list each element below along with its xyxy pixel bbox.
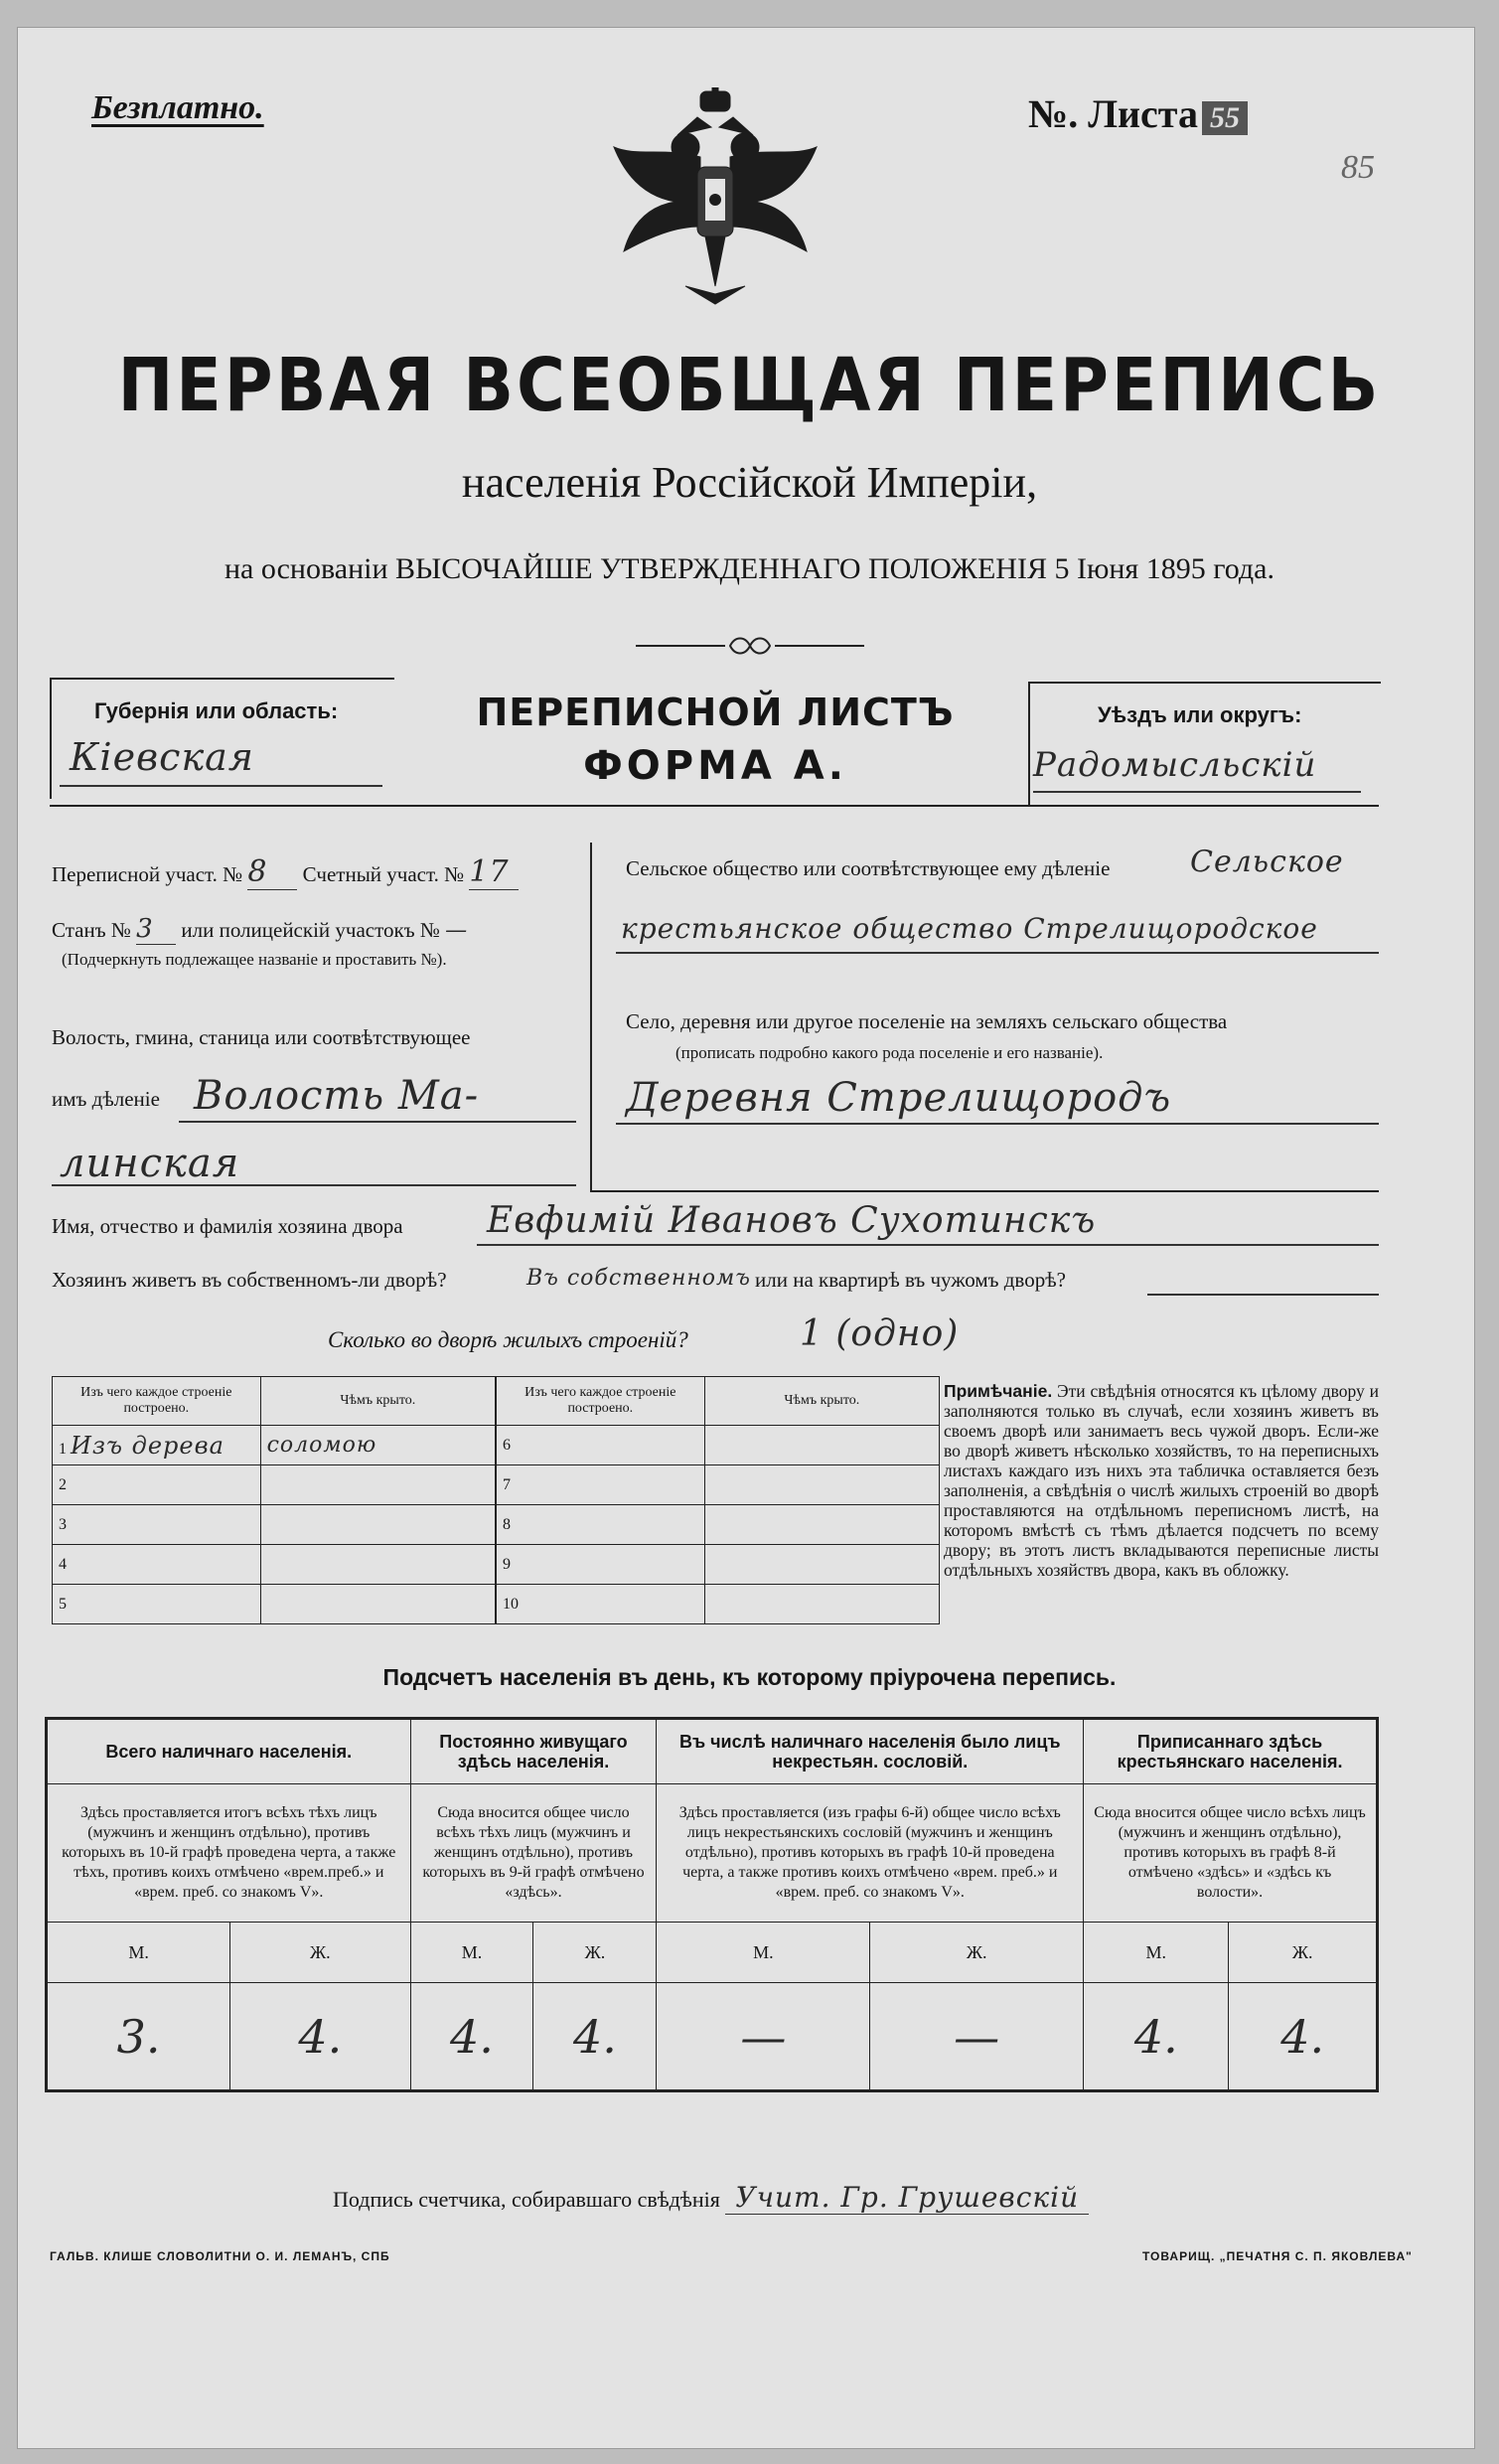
row-number: 9: [503, 1555, 511, 1573]
buildings-table-right: [496, 1376, 940, 1624]
registered-female-value: 4.: [1229, 1983, 1378, 2091]
form-title: ПЕРЕПИСНОЙ ЛИСТЪ: [476, 691, 955, 734]
owner-name-label: Имя, отчество и фамилія хозяина двора: [52, 1214, 403, 1238]
material-value: Изъ дерева: [71, 1431, 225, 1460]
form-subtitle: ФОРМА А.: [583, 743, 847, 789]
row-number: 5: [59, 1595, 67, 1613]
table-row: [497, 1426, 940, 1465]
signature-label: Подпись счетчика, собиравшаго свѣдѣнія: [333, 2187, 720, 2212]
note-title: Примѣчаніе.: [944, 1381, 1053, 1401]
police-label: или полицейскій участокъ №: [181, 918, 440, 942]
row-number: 2: [59, 1475, 67, 1493]
roof-value: соломою: [260, 1426, 495, 1465]
archive-page-number: 85: [1341, 149, 1375, 186]
roof-value: [704, 1585, 939, 1624]
volost-value-1: Волость Ма-: [194, 1073, 480, 1119]
stan-field: [52, 914, 505, 945]
female-label: Ж.: [870, 1923, 1084, 1983]
row-number: 4: [59, 1555, 67, 1573]
row-number: 1: [59, 1440, 67, 1458]
count-header-total: Всего наличнаго населенія.: [47, 1719, 411, 1784]
roof-value: [260, 1465, 495, 1505]
roof-value: [704, 1426, 939, 1465]
note-text: Эти свѣдѣнія относятся къ цѣлому двору и заполняются только въ случаѣ, если хозяинъ живетъ въ своемъ дворѣ или занимаетъ весь чужой дворъ. Если-же во дворѣ живетъ нѣсколько хозяйствъ, то на переписныхъ листахъ каждаго изъ нихъ эта табличка оставляется безъ заполненія, а свѣдѣнія о числѣ жилыхъ строеній во дворѣ проставляются на отдѣльномъ переписномъ листѣ, на которомъ вмѣстѣ съ тѣмъ дѣлается подсчетъ по всему двору; въ этотъ листъ вкладываются переписные листы отдѣльныхъ хозяйствъ двора, какъ въ обложку.: [944, 1381, 1379, 1580]
society-value-2: крестьянское общество Стрелищородское: [621, 912, 1318, 945]
male-label: М.: [410, 1923, 533, 1983]
buildings-label: Сколько во дворѣ жилыхъ строеній?: [328, 1327, 688, 1352]
row-number: 8: [503, 1515, 511, 1533]
province-value: Кіевская: [70, 735, 254, 779]
police-value: —: [445, 918, 469, 943]
roof-header: Чѣмъ крыто.: [704, 1377, 939, 1426]
roof-header: Чѣмъ крыто.: [260, 1377, 495, 1426]
village-line: [616, 1123, 1379, 1125]
non-peasant-female-value: —: [870, 1983, 1084, 2091]
district-line: [1033, 791, 1361, 793]
row-number: 7: [503, 1475, 511, 1493]
count-area-label: Счетный участ. №: [302, 862, 465, 886]
lives-label: Хозяинъ живетъ въ собственномъ-ли дворѣ?: [52, 1268, 447, 1292]
district-frame: [1028, 682, 1381, 805]
female-label: Ж.: [230, 1923, 410, 1983]
lives-line: [1147, 1294, 1379, 1296]
sheet-number-value: 55: [1202, 101, 1248, 135]
total-female-value: 4.: [230, 1983, 410, 2091]
roof-value: [704, 1465, 939, 1505]
table-row: [53, 1426, 496, 1465]
count-header-non-peasant: Въ числѣ наличнаго населенія было лицъ некрестьян. сословій.: [657, 1719, 1084, 1784]
row-number: 10: [503, 1595, 519, 1613]
district-value: Радомысльскій: [1033, 745, 1317, 785]
ornament-divider: [636, 636, 864, 656]
owner-name-value: Евфимій Ивановъ Сухотинскъ: [487, 1200, 1097, 1241]
count-title: Подсчетъ населенія въ день, къ которому пріурочена перепись.: [382, 1664, 1117, 1690]
volost-label: Волость, гмина, станица или соотвѣтствующее: [52, 1025, 471, 1049]
count-header-registered: Приписаннаго здѣсь крестьянскаго населенія.: [1084, 1719, 1378, 1784]
roof-value: [704, 1505, 939, 1545]
roof-value: [260, 1545, 495, 1585]
section-rule: [590, 1190, 1379, 1192]
owner-name-line: [477, 1244, 1379, 1246]
material-header: Изъ чего каждое строеніе построено.: [53, 1377, 261, 1426]
buildings-table-left: [52, 1376, 496, 1624]
district-label: Уѣздъ или округъ:: [1098, 702, 1302, 727]
count-desc-non-peasant: Здѣсь проставляется (изъ графы 6-й) общее число всѣхъ лицъ некрестьянскихъ сословій (мужчинъ и женщинъ отдѣльно), противъ которыхъ въ графѣ 10-й проведена черта, а также противъ коихъ отмѣчено «врем. преб.» и «врем. преб. со знакомъ V».: [657, 1784, 1084, 1923]
section-divider: [590, 843, 592, 1190]
table-row: [53, 1585, 496, 1624]
table-row: [53, 1465, 496, 1505]
province-label: Губернія или область:: [94, 698, 339, 723]
header-rule: [50, 805, 1379, 807]
subtitle: населенія Россійской Имперіи,: [461, 458, 1038, 507]
stan-value: 3: [136, 914, 176, 945]
sheet-number-label: №. Листа: [1028, 91, 1198, 136]
imperial-eagle-emblem: [606, 87, 824, 316]
society-line: [616, 952, 1379, 954]
row-number: 6: [503, 1436, 511, 1454]
non-peasant-male-value: —: [657, 1983, 870, 2091]
village-note: (прописать подробно какого рода поселеніе и его названіе).: [675, 1043, 1104, 1062]
stan-label: Станъ №: [52, 918, 131, 942]
male-label: М.: [47, 1923, 230, 1983]
male-label: М.: [1084, 1923, 1229, 1983]
lives-value: Въ собственномъ: [526, 1266, 751, 1291]
stan-note: (Подчеркнуть подлежащее названіе и проставить №).: [62, 950, 447, 969]
signature: [333, 2181, 1089, 2214]
registered-male-value: 4.: [1084, 1983, 1229, 2091]
buildings-value: 1 (одно): [800, 1313, 960, 1354]
table-row: [53, 1545, 496, 1585]
imprint-left: ГАЛЬВ. КЛИШЕ СЛОВОЛИТНИ О. И. ЛЕМАНЪ, СПБ: [50, 2249, 390, 2263]
count-desc-registered: Сюда вносится общее число всѣхъ лицъ (мужчинъ и женщинъ отдѣльно), противъ которыхъ въ графѣ 8-й отмѣчено «здѣсь» и «здѣсь къ волости».: [1084, 1784, 1378, 1923]
signature-value: Учит. Гр. Грушевскій: [725, 2181, 1089, 2215]
count-area-value: 17: [469, 854, 519, 890]
roof-value: [260, 1505, 495, 1545]
population-count-table: [45, 1717, 1379, 2092]
volost-line-2: [52, 1184, 576, 1186]
count-desc-total: Здѣсь проставляется итогъ всѣхъ тѣхъ лицъ (мужчинъ и женщинъ отдѣльно), противъ которыхъ въ 10-й графѣ проведена черта, а также тѣхъ, противъ коихъ отмѣчено «врем.преб.» и «врем. преб. со знакомъ V».: [47, 1784, 411, 1923]
table-row: [497, 1505, 940, 1545]
row-number: 3: [59, 1515, 67, 1533]
female-label: Ж.: [533, 1923, 657, 1983]
permanent-female-value: 4.: [533, 1983, 657, 2091]
village-label: Село, деревня или другое поселеніе на земляхъ сельскаго общества: [626, 1009, 1228, 1033]
total-male-value: 3.: [47, 1983, 230, 2091]
permanent-male-value: 4.: [410, 1983, 533, 2091]
imprint-right: ТОВАРИЩ. „ПЕЧАТНЯ С. П. ЯКОВЛЕВА": [1142, 2249, 1413, 2263]
roof-value: [260, 1585, 495, 1624]
census-area-label: Переписной участ. №: [52, 862, 243, 886]
village-value: Деревня Стрелищородъ: [626, 1075, 1172, 1121]
volost-line-1: [179, 1121, 576, 1123]
count-header-permanent: Постоянно живущаго здѣсь населенія.: [410, 1719, 657, 1784]
female-label: Ж.: [1229, 1923, 1378, 1983]
main-title: ПЕРВАЯ ВСЕОБЩАЯ ПЕРЕПИСЬ: [117, 343, 1382, 428]
table-row: [497, 1585, 940, 1624]
legal-basis: на основаніи ВЫСОЧАЙШЕ УТВЕРЖДЕННАГО ПОЛОЖЕНІЯ 5 Іюня 1895 года.: [225, 552, 1274, 585]
lives-label-2: или на квартирѣ въ чужомъ дворѣ?: [755, 1268, 1066, 1292]
count-desc-permanent: Сюда вносится общее число всѣхъ тѣхъ лицъ (мужчинъ и женщинъ отдѣльно), противъ которыхъ въ 9-й графѣ отмѣчено «здѣсь».: [410, 1784, 657, 1923]
society-value-1: Сельское: [1190, 845, 1344, 879]
volost-label-2: имъ дѣленіе: [52, 1087, 160, 1111]
table-row: [497, 1465, 940, 1505]
province-line: [60, 785, 382, 787]
male-label: М.: [657, 1923, 870, 1983]
table-row: [497, 1545, 940, 1585]
material-header: Изъ чего каждое строеніе построено.: [497, 1377, 705, 1426]
society-label: Сельское общество или соотвѣтствующее ему дѣленіе: [626, 856, 1111, 880]
roof-value: [704, 1545, 939, 1585]
sheet-number: [1028, 87, 1248, 138]
census-area-value: 8: [247, 854, 297, 890]
census-area: [52, 854, 519, 890]
free-label: Безплатно.: [91, 89, 264, 126]
table-row: [53, 1505, 496, 1545]
volost-value-2: линская: [60, 1141, 240, 1186]
note: [944, 1381, 1379, 1580]
